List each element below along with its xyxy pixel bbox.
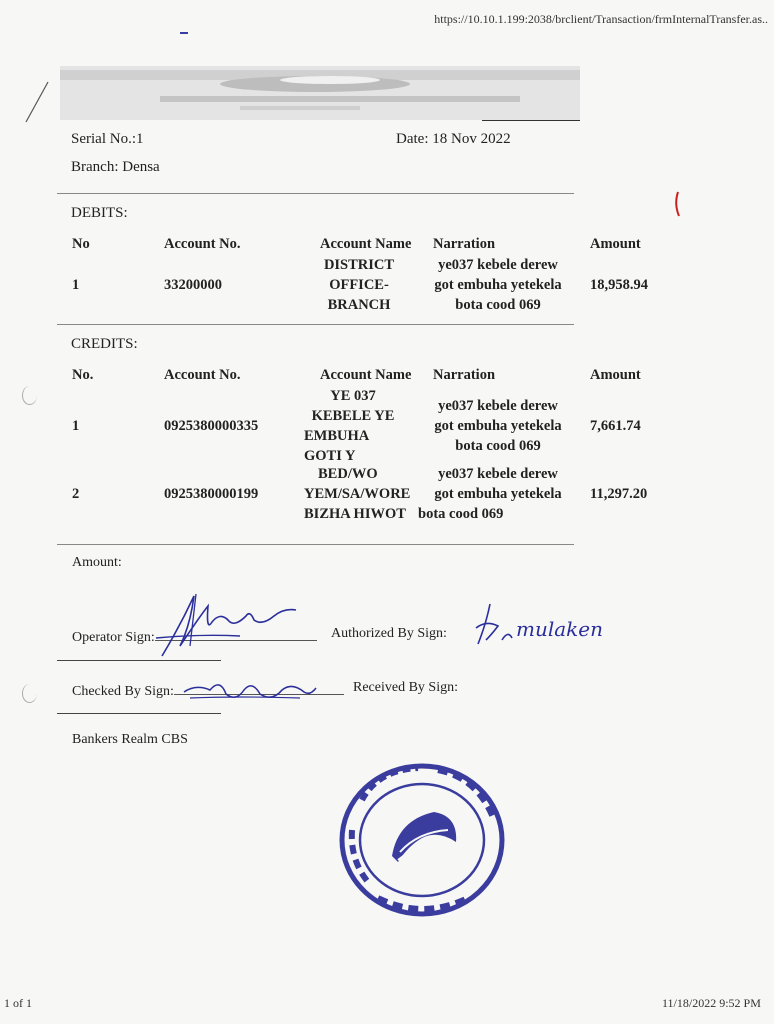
narration-line: got embuha yetekela [434, 486, 562, 502]
credits-col-narration: Narration [433, 367, 496, 383]
credits-col-amount: Amount [590, 367, 641, 383]
system-name: Bankers Realm CBS [72, 732, 188, 747]
credit-row-1-narration [418, 396, 578, 456]
debit-row-1-account-name [304, 255, 414, 315]
date-value: 18 Nov 2022 [432, 131, 511, 147]
date-label: Date: [396, 131, 429, 147]
account-name-line: BRANCH [327, 297, 391, 313]
credits-col-account-no: Account No. [164, 367, 241, 383]
narration-line: got embuha yetekela [434, 418, 562, 434]
credit-row-2-account-name [304, 464, 422, 524]
official-stamp [338, 760, 510, 920]
margin-pen-stroke [20, 78, 60, 128]
narration-line: bota cood 069 [455, 297, 541, 313]
debits-col-account-no: Account No. [164, 236, 241, 252]
narration-line: bota cood 069 [455, 438, 541, 454]
debit-row-1-account-no: 33200000 [164, 277, 222, 293]
bank-logo-banner [60, 66, 580, 120]
account-name-line: KEBELE YE [311, 408, 395, 424]
account-name-line: OFFICE- [329, 277, 389, 293]
narration-line: ye037 kebele derew [438, 466, 558, 482]
page-url: https://10.10.1.199:2038/brclient/Transaction/frmInternalTransfer.as.. [434, 12, 768, 26]
punch-hole-mark [22, 386, 37, 405]
credit-row-2-account-no: 0925380000199 [164, 486, 259, 502]
received-sign-label: Received By Sign: [353, 680, 458, 695]
authorized-signature [468, 600, 618, 650]
logo-underline [482, 120, 580, 121]
authorized-sign-label: Authorized By Sign: [331, 626, 447, 641]
account-name-line: YE 037 [330, 388, 376, 404]
account-name-line: DISTRICT [323, 257, 395, 273]
account-name-line: GOTI Y [304, 448, 356, 464]
account-name-line: YEM/SA/WORE [304, 486, 411, 502]
print-timestamp: 11/18/2022 9:52 PM [662, 996, 761, 1010]
divider-top [57, 193, 574, 194]
checked-underline [57, 713, 221, 714]
account-name-line: BED/WO [318, 466, 378, 482]
operator-sign-label: Operator Sign: [72, 630, 155, 645]
ink-speck [180, 32, 188, 34]
credits-col-no: No. [72, 367, 94, 383]
debit-row-1-amount: 18,958.94 [590, 277, 648, 293]
debit-row-1-narration [418, 255, 578, 315]
credit-row-1-amount: 7,661.74 [590, 418, 641, 434]
red-pen-mark [668, 190, 688, 220]
debit-row-1-no: 1 [72, 277, 80, 293]
account-name-line: BIZHA HIWOT [304, 506, 406, 522]
credit-row-2-no: 2 [72, 486, 80, 502]
page-count: 1 of 1 [4, 996, 32, 1010]
credit-row-1-account-name [304, 386, 402, 466]
branch-value: Densa [122, 159, 160, 175]
authorized-handwriting: mulaken [516, 617, 604, 641]
narration-line: got embuha yetekela [434, 277, 562, 293]
debits-title: DEBITS: [71, 205, 128, 221]
narration-line: bota cood 069 [418, 506, 504, 522]
checked-sign-label: Checked By Sign: [72, 684, 174, 699]
narration-line: ye037 kebele derew [438, 398, 558, 414]
credits-title: CREDITS: [71, 336, 138, 352]
operator-signature [150, 586, 310, 662]
credits-col-account-name: Account Name [320, 367, 412, 383]
punch-hole-mark [22, 684, 37, 703]
serial-number [71, 131, 144, 148]
amount-label: Amount: [72, 555, 122, 570]
debits-col-narration: Narration [433, 236, 496, 252]
credit-row-2-amount: 11,297.20 [590, 486, 648, 502]
debits-col-amount: Amount [590, 236, 641, 252]
branch [71, 159, 160, 176]
divider-debits [57, 324, 574, 325]
debits-col-account-name: Account Name [320, 236, 412, 252]
credit-row-1-no: 1 [72, 418, 80, 434]
credit-row-1-account-no: 0925380000335 [164, 418, 259, 434]
transaction-date [396, 131, 511, 148]
narration-line: ye037 kebele derew [438, 257, 558, 273]
branch-label: Branch: [71, 159, 119, 175]
serial-value: 1 [136, 131, 144, 147]
debits-col-no: No [72, 236, 90, 252]
divider-credits [57, 544, 574, 545]
serial-label: Serial No.: [71, 131, 136, 147]
account-name-line: EMBUHA [304, 428, 370, 444]
credit-row-2-narration [418, 464, 578, 524]
checked-signature [180, 672, 320, 708]
